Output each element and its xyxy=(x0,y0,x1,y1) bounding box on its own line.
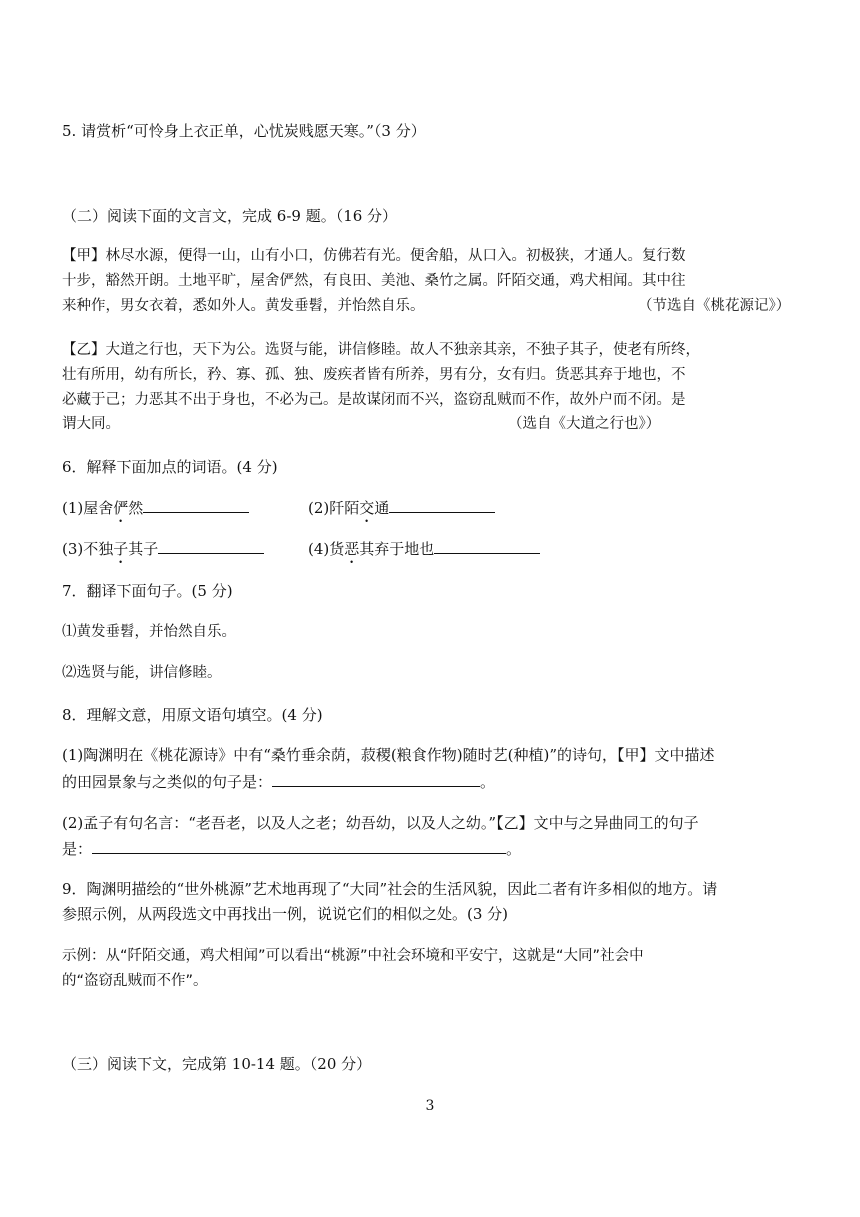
q8-item1-end: 。 xyxy=(480,773,496,791)
passage-jia-line-3: 来种作，男女衣着，悉如外人。黄发垂髫，并怡然自乐。 xyxy=(62,298,425,314)
passage-yi-source: （选自《大道之行也》） xyxy=(508,416,661,432)
q8-item1-answer-blank[interactable] xyxy=(272,770,480,787)
question-7-item-1: ⑴黄发垂髫，并怡然自乐。 xyxy=(62,624,236,640)
passage-yi-line-1: 【乙】大道之行也，天下为公。选贤与能，讲信修睦。故人不独亲其亲，不独子其子，使老有所终， xyxy=(62,342,700,358)
passage-yi-line-2: 壮有所用，幼有所长，矜、寡、孤、独、废疾者皆有所养，男有分，女有归。货恶其弃于地也，不 xyxy=(62,367,686,383)
question-9-line-1: 9．陶渊明描绘的“世外桃源”艺术地再现了“大同”社会的生活风貌，因此二者有许多相似的地方。请 xyxy=(62,880,718,898)
q8-item2-answer-blank[interactable] xyxy=(92,837,506,854)
question-9-line-2: 参照示例，从两段选文中再找出一例，说说它们的相似之处。(3 分) xyxy=(62,905,509,923)
question-8-item-2-line-2 xyxy=(62,837,521,860)
section-3-heading: （三）阅读下文，完成第 10-14 题。（20 分） xyxy=(62,1055,372,1073)
q6-item3-answer-blank[interactable] xyxy=(158,537,264,554)
passage-jia-source: （节选自《桃花源记》） xyxy=(638,298,791,314)
q6-item4-dotted: 恶 xyxy=(344,540,360,558)
q6-item1-answer-blank[interactable] xyxy=(143,496,249,513)
question-9-example-line-2: 的“盗窃乱贼而不作”。 xyxy=(62,973,208,989)
passage-jia-line-1: 【甲】林尽水源，便得一山，山有小口，仿佛若有光。便舍船，从口入。初极狭，才通人。复行数 xyxy=(62,248,686,264)
question-8-title: 8．理解文意，用原文语句填空。(4 分) xyxy=(62,706,323,724)
q6-item4-post: 其弃于地也 xyxy=(359,540,435,558)
q6-item1-pre: (1)屋舍 xyxy=(62,499,114,517)
question-6-title: 6．解释下面加点的词语。(4 分) xyxy=(62,458,278,476)
question-8-item-2-line-1: (2)孟子有句名言：“老吾老，以及人之老；幼吾幼，以及人之幼。”【乙】文中与之异曲同工的句子 xyxy=(62,814,699,832)
question-5: 5. 请赏析“可怜身上衣正单，心忧炭贱愿天寒。”（3 分） xyxy=(62,122,426,140)
q6-item3-post: 其子 xyxy=(128,540,159,558)
q6-item2-pre: (2)阡陌 xyxy=(308,499,360,517)
q6-item3-dotted: 子 xyxy=(113,540,129,558)
question-6-item-1 xyxy=(62,496,249,526)
question-6-item-2 xyxy=(308,496,495,526)
passage-yi-line-4: 谓大同。 xyxy=(62,416,120,432)
q8-item2-end: 。 xyxy=(506,840,522,858)
q6-item4-answer-blank[interactable] xyxy=(434,537,540,554)
q8-item1-prompt: 的田园景象与之类似的句子是： xyxy=(62,773,273,791)
q6-item3-pre: (3)不独 xyxy=(62,540,114,558)
q6-item1-post: 然 xyxy=(128,499,144,517)
question-8-item-1-line-2 xyxy=(62,770,495,793)
q6-item4-pre: (4)货 xyxy=(308,540,345,558)
question-8-item-1-line-1: (1)陶渊明在《桃花源诗》中有“桑竹垂余荫，菽稷(粮食作物)随时艺(种植)”的诗句，【甲】文中描述 xyxy=(62,746,715,764)
section-2-heading: （二）阅读下面的文言文，完成 6-9 题。（16 分） xyxy=(62,207,398,225)
page-number: 3 xyxy=(425,1098,435,1114)
passage-yi-line-3: 必藏于己；力恶其不出于身也，不必为己。是故谋闭而不兴，盗窃乱贼而不作，故外户而不闭。是 xyxy=(62,392,686,408)
question-6-item-4 xyxy=(308,537,540,567)
q8-item2-prompt: 是： xyxy=(62,840,93,858)
q6-item1-dotted: 俨 xyxy=(113,499,129,517)
question-7-title: 7．翻译下面句子。(5 分) xyxy=(62,582,233,600)
q6-item2-dotted: 交 xyxy=(359,499,375,517)
question-9-example-line-1: 示例：从“阡陌交通，鸡犬相闻”可以看出“桃源”中社会环境和平安宁，这就是“大同”社会中 xyxy=(62,948,644,964)
question-7-item-2: ⑵选贤与能，讲信修睦。 xyxy=(62,665,222,681)
passage-jia-line-2: 十步，豁然开朗。土地平旷，屋舍俨然，有良田、美池、桑竹之属。阡陌交通，鸡犬相闻。其中往 xyxy=(62,273,686,289)
question-6-item-3 xyxy=(62,537,264,567)
q6-item2-answer-blank[interactable] xyxy=(389,496,495,513)
q6-item2-post: 通 xyxy=(374,499,390,517)
